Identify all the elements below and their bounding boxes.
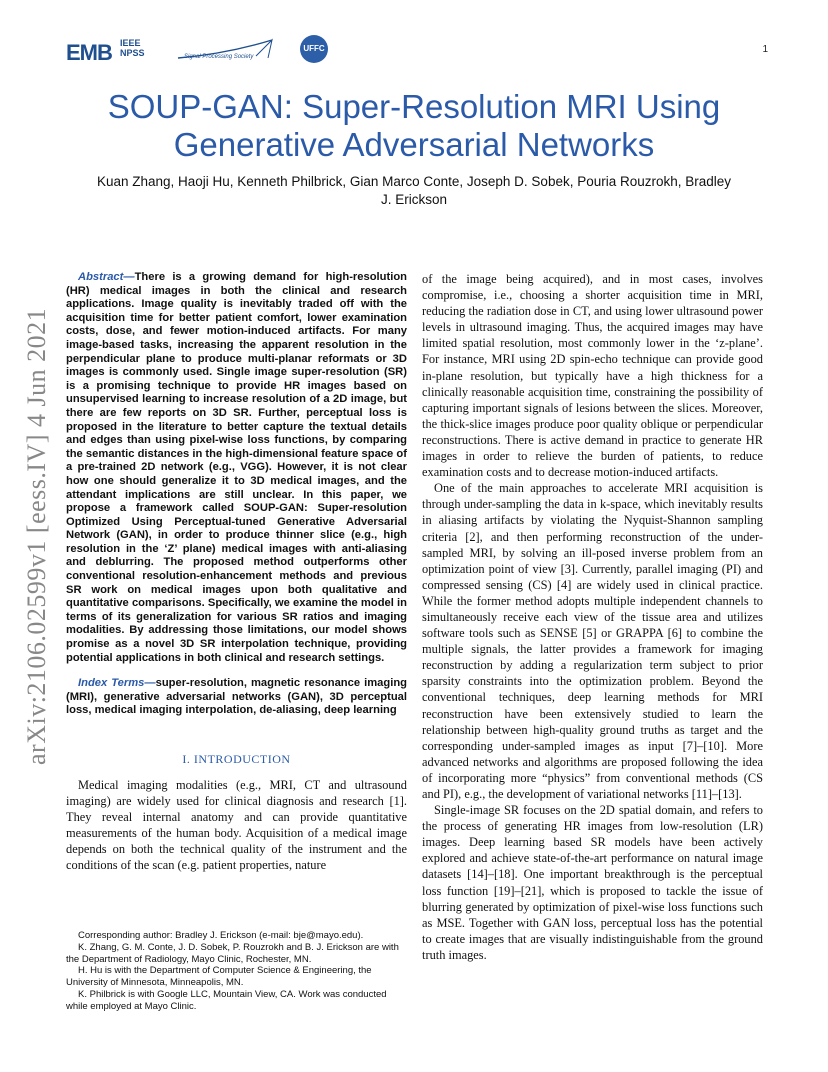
body-paragraph: Single-image SR focuses on the 2D spatial domain, and refers to the process of generating HR images from low-resolution (LR) images. Deep learning based SR models have been actively explored and achieve state-of-the-art performance on natural image datasets [14]–[18]. One important breakthrough is the perceptual loss function [19]–[21], which is proposed to tackle the issue of blurring generated by optimization of pixel-wise loss functions such as MSE. Together with GAN loss, perceptual loss has the potential to create images that are visually indistinguishable from the ground truth images. (422, 803, 763, 962)
body-paragraph: One of the main approaches to accelerate MRI acquisition is through under-sampling the data in k-space, which inevitably results in aliasing artifacts by violating the Nyquist-Shannon sampling criteria [2], and then performing reconstruction of the under-sampled MRI, by solving an ill-posed inverse problem from an optimization point of view [3]. Currently, parallel imaging (PI) and compressed sensing (CS) [4] are widely used in clinical practice. While the former method adopts multiple independent channels to simultaneously receive each view of the tissue area and utilizes software tools such as SENSE [5] or GRAPPA [6] to combine the multiple signals, the latter provides a framework for imaging reconstruction by adding a regularization term subject to prior sparsity constraints into the optimization problem. Beyond the conventional techniques, deep learning methods for MRI reconstruction have been extensively studied to learn the relationship between high-quality ground truths as target and the corresponding under-sampled images as input [7]–[10]. More advanced networks and algorithms are proposed following the idea of incorporating more “physics” from conventional methods (CS and PI), e.g., the development of variational networks [11]–[13]. (422, 481, 763, 801)
npss-logo-top: IEEE (120, 38, 141, 48)
abstract (66, 271, 407, 665)
emb-logo: EMB (66, 40, 112, 65)
body-paragraph: of the image being acquired), and in most cases, involves compromise, i.e., choosing a shorter acquisition time in MRI, reducing the radiation dose in CT, and using lower ultrasound power levels in ultrasound imaging. Thus, the acquired images may have limited spatial resolution, most commonly lower in the ‘z-plane’. For instance, MRI using 2D spin-echo technique can provide good in-plane resolution, but typically have a high thickness for a clinically reasonable acquisition time, constraining the possibility of capturing important signals of lesions between the slices. Moreover, the thick-slice images produce poor quality oblique or perpendicular reconstructions. There is active demand in practice to generate HR images in order to relieve the burden of patients, to reduce examination costs and to decrease motion-induced artifacts. (422, 272, 763, 480)
index-terms-label: Index Terms— (78, 677, 156, 690)
npss-logo-bottom: NPSS (120, 48, 145, 58)
section-heading: I. INTRODUCTION (182, 752, 291, 766)
npss-logo (120, 38, 145, 58)
paper-title (60, 88, 768, 164)
footnote: Corresponding author: Bradley J. Erickson (e-mail: bje@mayo.edu). (78, 930, 364, 941)
abstract-label: Abstract— (78, 271, 135, 283)
footnotes (66, 930, 407, 1013)
title-line-1: SOUP-GAN: Super-Resolution MRI Using (107, 88, 721, 125)
title-line-2: Generative Adversarial Networks (173, 126, 655, 163)
right-column (422, 271, 763, 963)
footnote: H. Hu is with the Department of Computer Science & Engineering, the University of Minnesota, Minneapolis, MN. (66, 965, 372, 989)
index-terms (66, 677, 407, 718)
author-list (60, 173, 768, 209)
footnote: K. Zhang, G. M. Conte, J. D. Sobek, P. Rouzrokh and B. J. Erickson are with the Department of Radiology, Mayo Clinic, Rochester, MN. (66, 941, 399, 965)
index-terms-text: super-resolution, magnetic resonance imaging (MRI), generative adversarial networks (GAN), 3D perceptual loss, medical imaging interpolation, de-aliasing, deep learning (66, 677, 407, 717)
arxiv-stamp: arXiv:2106.02599v1 [eess.IV] 4 Jun 2021 (22, 307, 51, 765)
society-logos (66, 32, 336, 72)
left-column (66, 271, 407, 874)
sps-logo: Signal Processing Society (184, 54, 254, 60)
intro-paragraph: Medical imaging modalities (e.g., MRI, CT and ultrasound imaging) are widely used for clinical diagnosis and research [1]. They reveal internal anatomy and can provide quantitative measurements of the human body. Acquisition of a medical image depends on both the technical quality of the instrument and the conditions of the scan (e.g. patient properties, nature (66, 778, 407, 873)
abstract-text: There is a growing demand for high-resolution (HR) medical images in both the clinical and research applications. Image quality is inevitably traded off with the acquisition time for better patient comfort, lower examination costs, dose, and fewer motion-induced artifacts. For many image-based tasks, increasing the apparent resolution in the perpendicular plane to produce multi-planar reformats or 3D images is commonly used. Single image super-resolution (SR) is a promising technique to provide HR images based on unsupervised learning to increase resolution of a 2D image, but there are few reports on 3D SR. Further, perceptual loss is proposed in the literature to better capture the textual details and edges than using pixel-wise loss functions, by comparing the semantic distances in the high-dimensional feature space of a pre-trained 2D network (e.g., VGG). However, it is not clear how one should generalize it to 3D medical images, and the attendant implications are still unclear. In this paper, we propose a framework called SOUP-GAN: Super-resolution Optimized Using Perceptual-tuned Generative Adversarial Network (GAN), in order to produce thinner slice (e.g., high resolution in the ‘Z’ plane) medical images with anti-aliasing and deblurring. The proposed method outperforms other conventional resolution-enhancement methods and previous SR work on medical images upon both qualitative and quantitative comparisons. Specifically, we examine the model in terms of its generalization for various SR ratios and imaging modalities. By addressing those limitations, our model shows promise as a novel 3D SR interpolation technique, providing potential applications in both clinical and research settings. (66, 271, 407, 664)
page-number: 1 (762, 44, 768, 55)
authors-line-1: Kuan Zhang, Haoji Hu, Kenneth Philbrick, Gian Marco Conte, Joseph D. Sobek, Pouria Rouzrokh, Bradley (96, 174, 732, 189)
authors-line-2: J. Erickson (380, 192, 448, 207)
footnote: K. Philbrick is with Google LLC, Mountain View, CA. Work was conducted while employed at Mayo Clinic. (66, 988, 387, 1012)
uffc-logo: UFFC (300, 35, 328, 63)
